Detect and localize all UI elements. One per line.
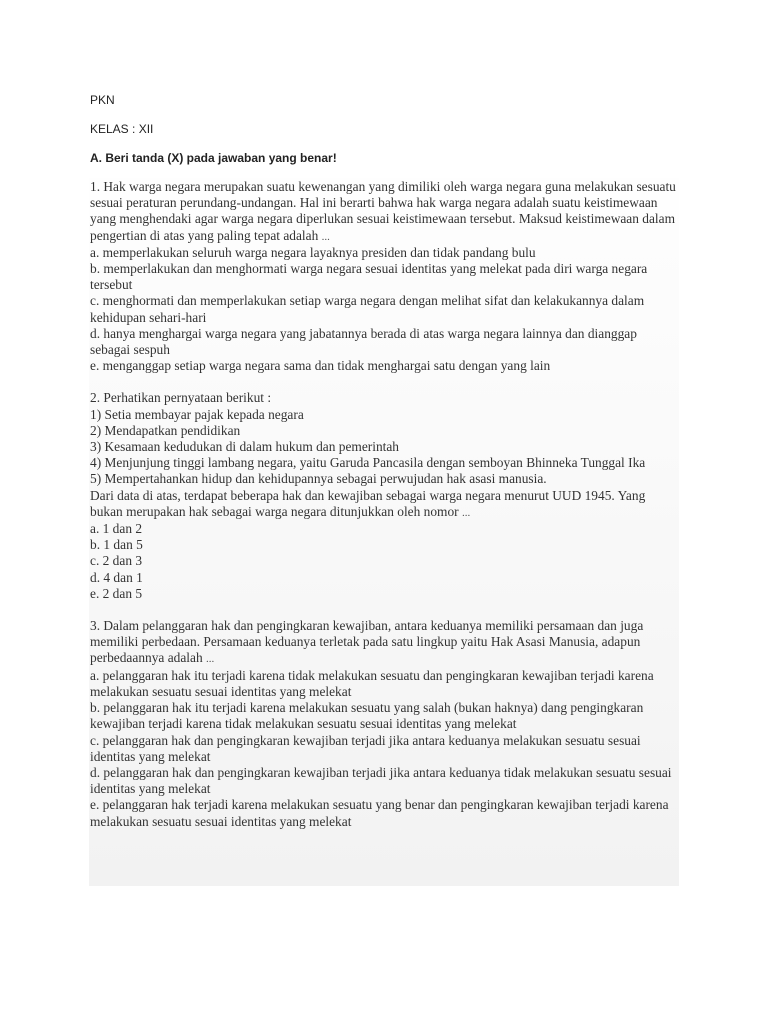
question-1 (90, 179, 680, 374)
question-1-option-d: d. hanya menghargai warga negara yang jabatannya berada di atas warga negara lainnya dan dianggap sebagai sespuh (90, 325, 637, 358)
document-body (90, 92, 680, 846)
question-2-statement-1: 1) Setia membayar pajak kepada negara (90, 406, 304, 422)
question-2-statement-3: 3) Kesamaan kedudukan di dalam hukum dan pemerintah (90, 439, 400, 455)
instruction-heading: A. Beri tanda (X) pada jawaban yang benar! (90, 151, 337, 165)
question-1-option-a: a. memperlakukan seluruh warga negara layaknya presiden dan tidak pandang bulu (90, 244, 536, 260)
question-2-option-c: c. 2 dan 3 (90, 553, 143, 569)
question-3-ellipsis: ... (206, 653, 215, 666)
question-2-option-e: e. 2 dan 5 (90, 585, 143, 601)
question-2-stem (90, 488, 680, 521)
question-2-option-d: d. 4 dan 1 (90, 569, 143, 585)
question-2-statement-2: 2) Mendapatkan pendidikan (90, 422, 241, 438)
question-3-option-a: a. pelanggaran hak itu terjadi karena tidak melakukan sesuatu dan pengingkaran kewajiban terjadi karena melakukan sesuatu sesuai identitas yang melekat (90, 667, 654, 699)
question-1-ellipsis: ... (321, 230, 330, 243)
subject-label: PKN (90, 93, 115, 107)
question-3-option-d: d. pelanggaran hak dan pengingkaran kewajiban terjadi jika antara keduanya tidak melakukan sesuatu sesuai identitas yang melekat (90, 764, 672, 797)
question-2-statement-4: 4) Menjunjung tinggi lambang negara, yaitu Garuda Pancasila dengan semboyan Bhinneka Tunggal Ika (90, 455, 646, 471)
question-2-option-a: a. 1 dan 2 (90, 521, 143, 537)
question-2-statement-5: 5) Mempertahankan hidup dan kehidupannya sebagai perwujudan hak asasi manusia. (90, 471, 547, 487)
class-label: KELAS : XII (90, 122, 154, 136)
question-3-option-c: c. pelanggaran hak dan pengingkaran kewajiban terjadi jika antara keduanya melakukan sesuatu sesuai identitas yang melekat (90, 732, 641, 764)
question-2 (90, 390, 680, 602)
question-1-text: 1. Hak warga negara merupakan suatu kewenangan yang dimiliki oleh warga negara guna melakukan sesuatu sesuai peraturan perundang-undangan. Hal ini berarti bahwa hak warga negara adalah suatu keistimewaan yang menghendaki agar warga negara diperlukan sesuai keistimewaan tersebut. Maksud keistimewaan dalam pengertian di atas yang paling tepat adalah (90, 179, 676, 243)
question-3-option-b: b. pelanggaran hak itu terjadi karena melakukan sesuatu yang salah (bukan haknya) dang pengingkaran kewajiban terjadi karena tidak melakukan sesuatu sesuai identitas yang melekat (90, 700, 644, 732)
question-3-text: 3. Dalam pelanggaran hak dan pengingkaran kewajiban, antara keduanya memiliki persamaan dan juga memiliki perbedaan. Persamaan keduanya terletak pada satu lingkup yaitu Hak Asasi Manusia, adapun perbedaannya adalah (90, 618, 644, 666)
question-3-stem (90, 618, 680, 668)
question-3 (90, 618, 680, 830)
question-1-option-e: e. menganggap setiap warga negara sama dan tidak menghargai satu dengan yang lain (90, 358, 551, 374)
question-1-option-c: c. menghormati dan memperlakukan setiap warga negara dengan melihat sifat dan kelakukannya dalam kehidupan sehari-hari (90, 293, 645, 325)
question-1-stem (90, 179, 680, 245)
question-2-option-b: b. 1 dan 5 (90, 537, 143, 553)
question-2-intro: 2. Perhatikan pernyataan berikut : (90, 390, 272, 406)
question-2-ellipsis: ... (461, 506, 471, 519)
question-1-option-b: b. memperlakukan dan menghormati warga negara sesuai identitas yang melekat pada diri warga negara tersebut (90, 261, 648, 293)
question-3-option-e: e. pelanggaran hak terjadi karena melakukan sesuatu yang benar dan pengingkaran kewajiban terjadi karena melakukan sesuatu sesuai identitas yang melekat (90, 797, 669, 829)
question-2-text: Dari data di atas, terdapat beberapa hak dan kewajiban sebagai warga negara menurut UUD 1945. Yang bukan merupakan hak sebagai warga negara ditunjukkan oleh nomor (90, 487, 646, 519)
